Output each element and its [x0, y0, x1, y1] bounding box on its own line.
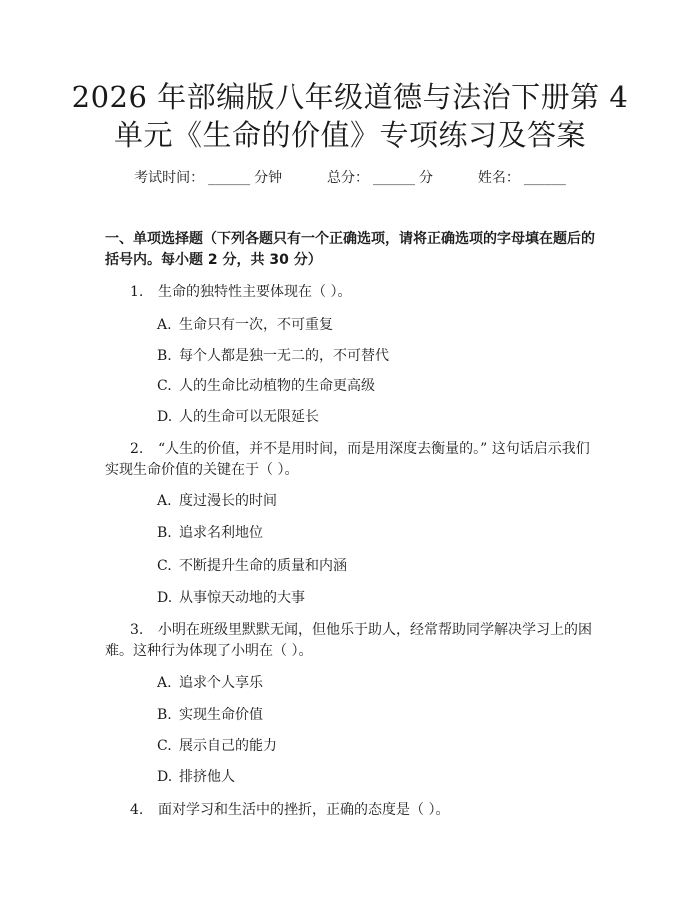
option-letter: C.	[157, 558, 172, 574]
option-letter: B.	[157, 525, 172, 541]
option-text: 展示自己的能力	[179, 738, 277, 754]
option-letter: D.	[157, 769, 173, 785]
question-4	[105, 800, 600, 821]
option-1d	[157, 407, 597, 428]
name-blank: ______	[523, 170, 566, 186]
option-letter: A.	[157, 493, 172, 509]
option-2d	[157, 588, 597, 609]
option-3b	[157, 705, 597, 726]
question-text: 面对学习和生活中的挫折，正确的态度是（ ）。	[158, 802, 450, 818]
option-3c	[157, 736, 597, 757]
option-1a	[157, 315, 597, 336]
question-number: 2.	[130, 441, 144, 457]
question-number: 3.	[130, 622, 144, 638]
option-text: 不断提升生命的质量和内涵	[179, 558, 347, 574]
question-3	[105, 620, 600, 662]
option-letter: D.	[157, 590, 173, 606]
option-letter: C.	[157, 738, 172, 754]
option-3a	[157, 673, 597, 694]
option-text: 度过漫长的时间	[179, 493, 277, 509]
option-letter: C.	[157, 378, 172, 394]
total-score-label: 总分：	[327, 170, 369, 186]
option-text: 人的生命比动植物的生命更高级	[179, 378, 375, 394]
option-text: 生命只有一次，不可重复	[179, 317, 333, 333]
option-letter: A.	[157, 317, 172, 333]
section-heading: 一、单项选择题（下列各题只有一个正确选项，请将正确选项的字母填在题后的括号内。每小题 2 分，共 30 分）	[105, 231, 595, 268]
option-text: 从事惊天动地的大事	[179, 590, 305, 606]
question-1	[105, 282, 600, 303]
option-text: 追求个人享乐	[179, 675, 263, 691]
option-text: 每个人都是独一无二的，不可替代	[179, 348, 389, 364]
option-text: 实现生命价值	[179, 707, 263, 723]
exam-info-line	[0, 168, 700, 188]
exam-time-label: 考试时间：	[134, 170, 205, 186]
option-text: 追求名利地位	[179, 525, 263, 541]
exam-time-unit: 分钟	[254, 170, 283, 186]
option-text: 排挤他人	[179, 769, 235, 785]
name-label: 姓名：	[477, 170, 520, 186]
total-score-blank: ______	[373, 170, 415, 186]
question-text: 小明在班级里默默无闻，但他乐于助人，经常帮助同学解决学习上的困难。这种行为体现了小明在（ ）。	[105, 622, 592, 659]
option-text: 人的生命可以无限延长	[179, 409, 319, 425]
total-score-unit: 分	[419, 170, 433, 186]
option-letter: B.	[157, 707, 172, 723]
option-2b	[157, 523, 597, 544]
option-1b	[157, 346, 597, 367]
question-text: 生命的独特性主要体现在（ ）。	[158, 284, 352, 300]
option-3d	[157, 767, 597, 788]
option-2a	[157, 491, 597, 512]
document-title: 2026 年部编版八年级道德与法治下册第 4 单元《生命的价值》专项练习及答案	[71, 80, 629, 152]
exam-time-blank: ______	[208, 170, 251, 186]
option-letter: A.	[157, 675, 172, 691]
question-number: 4.	[130, 802, 144, 818]
option-1c	[157, 376, 597, 397]
option-letter: D.	[157, 409, 173, 425]
question-text: “人生的价值，并不是用时间，而是用深度去衡量的。” 这句话启示我们实现生命价值的关键在于（ ）。	[105, 441, 590, 478]
question-number: 1.	[130, 284, 144, 300]
option-letter: B.	[157, 348, 172, 364]
question-2	[105, 439, 600, 481]
option-2c	[157, 556, 597, 577]
